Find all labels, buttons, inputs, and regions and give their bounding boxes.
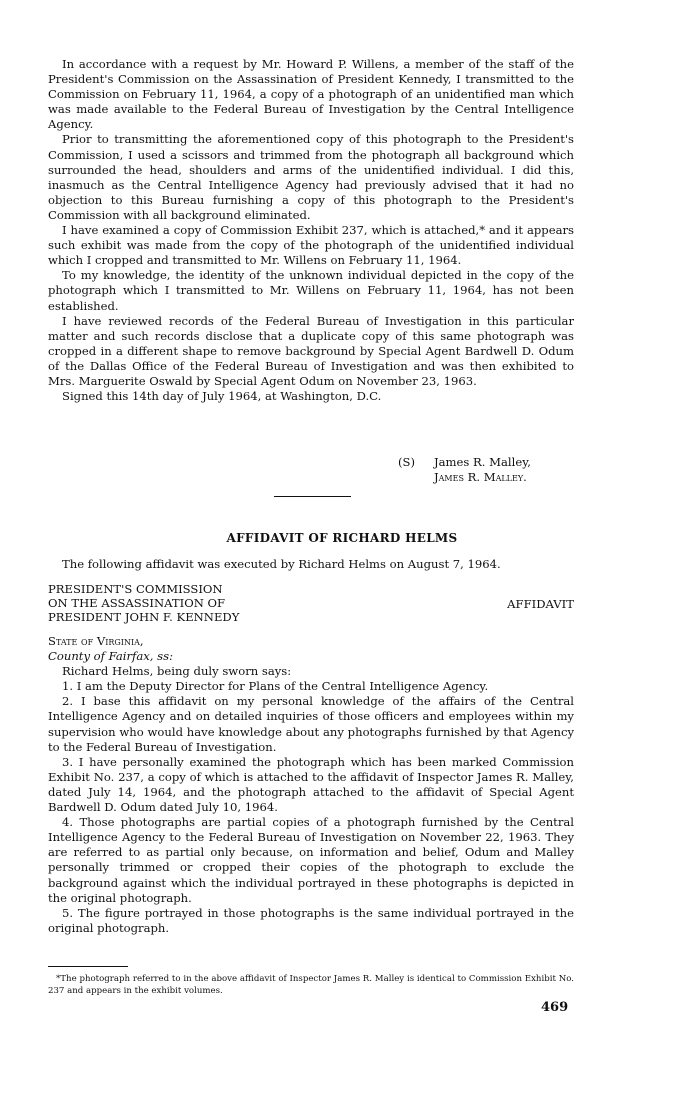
- affidavit-item: 1. I am the Deputy Director for Plans of the Central Intelligence Agency.: [62, 679, 489, 694]
- footnote: *The photograph referred to in the above affidavit of Inspector James R. Malley is identical to Commission Exhibit No. 237 and appears in the exhibit volumes.: [48, 974, 574, 996]
- signature-name: James R. Malley,: [434, 455, 531, 469]
- affidavit-item: 3. I have personally examined the photograph which has been marked Commission Exhibit No. 237, a copy of which is attached to the affidavit of Inspector James R. Malley, dated July 14, 1964, and the photograph attached to the affidavit of Special Agent Bardwell D. Odum dated July 10, 1964.: [48, 754, 574, 815]
- affidavit-item: 5. The figure portrayed in those photographs is the same individual portrayed in the original photograph.: [48, 905, 574, 935]
- caption-affidavit-label: AFFIDAVIT: [507, 597, 574, 611]
- malley-letter-body: [48, 57, 574, 404]
- case-caption: [48, 582, 574, 625]
- paragraph: To my knowledge, the identity of the unknown individual depicted in the copy of the photograph which I transmitted to Mr. Willens on February 11, 1964, has not been established.: [48, 268, 574, 313]
- venue-county: County of Fairfax, ss:: [48, 649, 173, 664]
- affidavit-item: 4. Those photographs are partial copies of a photograph furnished by the Central Intelligence Agency to the Federal Bureau of Investigation on November 22, 1963. They are referred to as partial only because, on information and belief, Odum and Malley personally trimmed or cropped their copies of the photograph to exclude the background against which the individual portrayed in these photographs is depicted in the original photograph.: [48, 815, 574, 905]
- signature-mark: (S): [398, 455, 415, 469]
- helms-affidavit-body: [48, 634, 574, 936]
- sworn-statement: Richard Helms, being duly sworn says:: [62, 664, 292, 679]
- footnote-rule: [48, 966, 128, 967]
- section-title: AFFIDAVIT OF RICHARD HELMS: [226, 531, 458, 545]
- page-number: 469: [541, 1000, 569, 1015]
- paragraph: In accordance with a request by Mr. Howard P. Willens, a member of the staff of the President's Commission on the Assassination of President Kennedy, I transmitted to the Commission on February 11, 1964, a copy of a photograph of an unidentified man which was made available to the Federal Bureau of Investigation by the Central Intelligence Agency.: [48, 57, 574, 132]
- signed-line: Signed this 14th day of July 1964, at Washington, D.C.: [62, 389, 382, 404]
- helms-intro: [48, 557, 574, 572]
- paragraph: I have reviewed records of the Federal Bureau of Investigation in this particular matter and such records disclose that a duplicate copy of this same photograph was cropped in a different shape to remove background by Special Agent Bardwell D. Odum of the Dallas Office of the Federal Bureau of Investigation and was then exhibited to Mrs. Marguerite Oswald by Special Agent Odum on November 23, 1963.: [48, 313, 574, 388]
- intro-paragraph: The following affidavit was executed by Richard Helms on August 7, 1964.: [62, 557, 501, 571]
- affidavit-item: 2. I base this affidavit on my personal knowledge of the affairs of the Central Intelligence Agency and on detailed inquiries of those officers and employees within my supervision who would have knowledge about any photographs furnished by that Agency to the Federal Bureau of Investigation.: [48, 694, 574, 754]
- paragraph: I have examined a copy of Commission Exhibit 237, which is attached,* and it appears such exhibit was made from the copy of the photograph of the unidentified individual which I cropped and transmitted to Mr. Willens on February 11, 1964.: [48, 223, 574, 268]
- section-divider: [274, 496, 351, 497]
- paragraph: Prior to transmitting the aforementioned copy of this photograph to the President's Commission, I used a scissors and trimmed from the photograph all background which surrounded the head, shoulders and arms of the unidentified individual. I did this, inasmuch as the Central Intelligence Agency had previously advised that it had no objection to this Bureau furnishing a copy of this photograph to the President's Commission with all background eliminated.: [48, 132, 574, 222]
- signature-typed-name: James R. Malley.: [434, 470, 527, 484]
- caption-line: PRESIDENT JOHN F. KENNEDY: [48, 610, 240, 625]
- caption-line: PRESIDENT'S COMMISSION: [48, 582, 223, 596]
- venue-state: State of Virginia,: [48, 634, 144, 648]
- caption-line: ON THE ASSASSINATION OF: [48, 596, 226, 611]
